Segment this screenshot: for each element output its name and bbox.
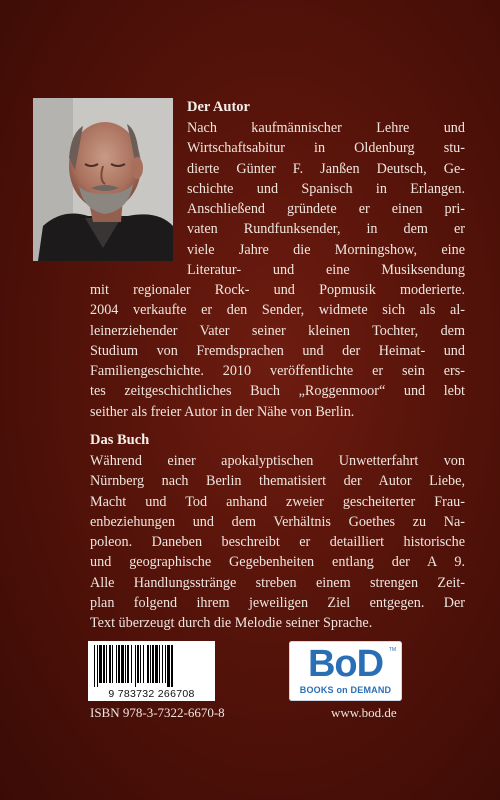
barcode-bar — [140, 645, 141, 683]
book-desc-line: plan folgend ihrem jeweiligen Ziel entgegen. Der — [90, 595, 465, 612]
barcode-bar — [109, 645, 111, 683]
isbn-text: ISBN 978-3-7322-6670-8 — [90, 705, 225, 720]
barcode-bar — [147, 645, 149, 683]
barcode-bar — [137, 645, 139, 683]
barcode-bar — [99, 645, 102, 683]
author-bio-line: dierte Günter F. Janßen Deutsch, Ge- — [187, 160, 465, 177]
book-desc-line: Alle Handlungsstränge streben einem strengen Zeit- — [90, 574, 465, 591]
barcode-bar — [159, 645, 160, 683]
author-portrait-image — [33, 98, 173, 261]
barcode-bar — [116, 645, 117, 683]
book-desc-line: Nürnberg nach Berlin thematisiert der Autor Liebe, — [90, 473, 465, 490]
barcode-bar — [97, 645, 98, 687]
barcode-bar — [171, 645, 173, 687]
barcode-bar — [165, 645, 166, 683]
barcode-bar — [94, 645, 95, 687]
book-description — [90, 451, 465, 634]
author-bio-line: schichte und Spanisch in Erlangen. — [187, 180, 465, 197]
barcode-bar — [152, 645, 154, 683]
author-bio-line: seither als freier Autor in der Nähe von Berlin. — [90, 403, 355, 420]
author-bio-line: vaten Rundfunksender, in dem er — [187, 221, 465, 238]
publisher-logo — [289, 641, 402, 701]
book-desc-line: enbeziehungen und dem Verhältnis Goethes zu Na- — [90, 513, 465, 530]
author-bio-line: leinerziehender Vater seiner kleinen Tochter, dem — [90, 322, 465, 339]
author-bio-narrow — [187, 118, 465, 280]
book-heading: Das Buch — [90, 432, 150, 448]
book-desc-line: und geographische Gegebenheiten entlang der A 9. — [90, 554, 465, 571]
publisher-url: www.bod.de — [331, 705, 397, 720]
barcode-bar — [150, 645, 151, 683]
barcode-bar — [167, 645, 170, 687]
bod-trademark: TM — [388, 647, 396, 653]
barcode-bar — [127, 645, 129, 683]
barcode-bar — [135, 645, 136, 687]
isbn-barcode — [88, 641, 215, 701]
author-bio-line: Wirtschaftsabitur in Oldenburg stu- — [187, 140, 465, 157]
author-bio-line: Literatur- und eine Musiksendung — [187, 262, 465, 279]
barcode-bar — [131, 645, 132, 683]
barcode-bar — [143, 645, 144, 683]
author-bio-line: Studium von Fremdsprachen und der Heimat- und — [90, 342, 465, 359]
book-desc-line: Macht und Tod anhand zweier gescheiterter Frau- — [90, 493, 465, 510]
author-bio-line: viele Jahre die Morningshow, eine — [187, 241, 465, 258]
author-bio-line: tes zeitgeschichtliches Buch „Roggenmoor“ und lebt — [90, 383, 465, 400]
barcode-bar — [112, 645, 113, 683]
barcode-bar — [162, 645, 163, 683]
author-bio-line: Familiengeschichte. 2010 veröffentlichte er sein ers- — [90, 363, 465, 380]
bod-tagline: BOOKS on DEMAND — [299, 685, 392, 695]
barcode-bar — [103, 645, 105, 683]
author-bio-line: mit regionaler Rock- und Popmusik moderierte. — [90, 282, 465, 298]
book-desc-line: Text überzeugt durch die Melodie seiner Sprache. — [90, 615, 373, 632]
barcode-bar — [155, 645, 158, 683]
barcode-number: 9 783732 266708 — [108, 688, 195, 700]
barcode-bar — [121, 645, 124, 683]
barcode-bars — [88, 641, 215, 689]
bod-logo-text: BoD — [307, 643, 384, 685]
author-bio-line: Anschließend gründete er einen pri- — [187, 201, 465, 218]
author-photo — [33, 98, 173, 261]
barcode-bar — [106, 645, 107, 683]
book-desc-line: poleon. Daneben beschreibt er detailliert historische — [90, 534, 465, 551]
author-heading: Der Autor — [187, 99, 250, 115]
barcode-bar — [118, 645, 120, 683]
book-desc-line: Während einer apokalyptischen Unwetterfahrt von — [90, 453, 465, 469]
author-bio-line: Nach kaufmännischer Lehre und — [187, 120, 465, 136]
author-bio-line: 2004 verkaufte er den Sender, widmete sich als al- — [90, 302, 465, 319]
barcode-bar — [125, 645, 126, 683]
author-bio-wide — [90, 280, 465, 422]
